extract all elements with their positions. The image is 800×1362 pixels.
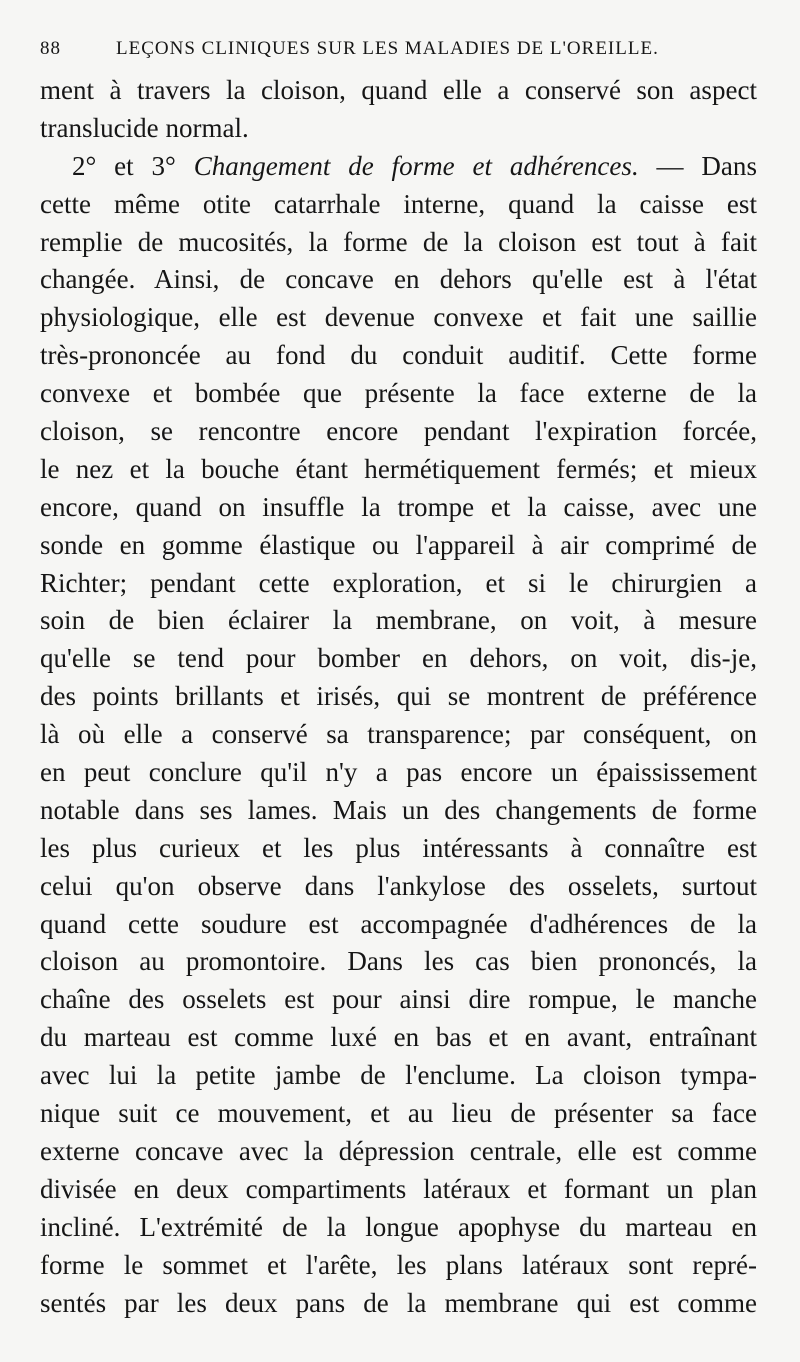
text-line: convexe et bombée que présente la face externe de la [40, 378, 757, 409]
page-number: 88 [40, 38, 61, 59]
running-header [40, 34, 755, 64]
text-line: incliné. L'extrémité de la longue apophyse du marteau en [40, 1211, 757, 1242]
text-line: sonde en gomme élastique ou l'appareil à air comprimé de [40, 529, 757, 560]
section-heading-line [40, 148, 757, 186]
text-line: chaîne des osselets est pour ainsi dire rompue, le manche [40, 984, 757, 1015]
text-line: du marteau est comme luxé en bas et en avant, entraînant [40, 1022, 757, 1053]
text-line: le nez et la bouche étant hermétiquement fermés; et mieux [40, 453, 757, 484]
text-line: forme le sommet et l'arête, les plans latéraux sont repré- [40, 1249, 757, 1280]
section-number: 2° et 3° [72, 150, 194, 181]
running-title: LEÇONS CLINIQUES SUR LES MALADIES DE L'OREILLE. [116, 38, 659, 59]
text-line: cloison au promontoire. Dans les cas bien prononcés, la [40, 946, 757, 977]
section-continuation: — Dans [638, 150, 757, 181]
text-line: changée. Ainsi, de concave en dehors qu'elle est à l'état [40, 264, 757, 295]
text-line: divisée en deux compartiments latéraux et formant un plan [40, 1173, 757, 1204]
text-line: très-prononcée au fond du conduit auditif. Cette forme [40, 340, 757, 371]
text-line: là où elle a conservé sa transparence; par conséquent, on [40, 719, 757, 750]
text-line: externe concave avec la dépression centrale, elle est comme [40, 1135, 757, 1166]
text-line: nique suit ce mouvement, et au lieu de présenter sa face [40, 1098, 757, 1129]
text-line: quand cette soudure est accompagnée d'adhérences de la [40, 908, 757, 939]
body-text [40, 72, 757, 1322]
text-line: celui qu'on observe dans l'ankylose des osselets, surtout [40, 870, 757, 901]
text-line: physiologique, elle est devenue convexe et fait une saillie [40, 302, 757, 333]
text-line: des points brillants et irisés, qui se montrent de préférence [40, 681, 757, 712]
text-line: translucide normal. [40, 112, 249, 143]
text-line: remplie de mucosités, la forme de la cloison est tout à fait [40, 226, 757, 257]
section-title: Changement de forme et adhérences. [193, 150, 639, 181]
text-line: ment à travers la cloison, quand elle a conservé son aspect [40, 75, 757, 105]
text-line: sentés par les deux pans de la membrane qui est comme [40, 1287, 757, 1318]
text-line: en peut conclure qu'il n'y a pas encore un épaississement [40, 757, 757, 788]
text-line: cloison, se rencontre encore pendant l'expiration forcée, [40, 416, 757, 447]
text-line: les plus curieux et les plus intéressants à connaître est [40, 832, 757, 863]
text-line: soin de bien éclairer la membrane, on voit, à mesure [40, 605, 757, 636]
text-line: qu'elle se tend pour bomber en dehors, on voit, dis-je, [40, 643, 757, 674]
text-line: encore, quand on insuffle la trompe et la caisse, avec une [40, 491, 757, 522]
text-line: notable dans ses lames. Mais un des changements de forme [40, 794, 757, 825]
text-line: Richter; pendant cette exploration, et si le chirurgien a [40, 567, 757, 598]
text-line: cette même otite catarrhale interne, quand la caisse est [40, 188, 757, 219]
text-line: avec lui la petite jambe de l'enclume. La cloison tympa- [40, 1060, 757, 1091]
